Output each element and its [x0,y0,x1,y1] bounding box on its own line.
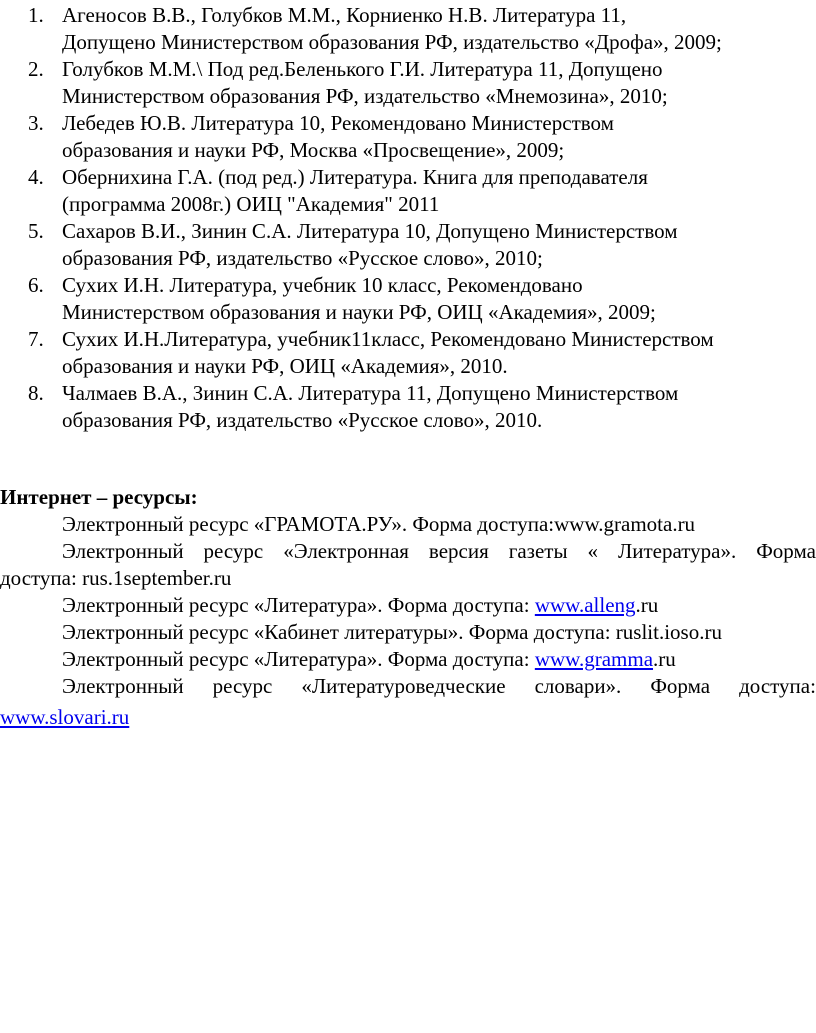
bibliography-list [0,2,816,434]
item-text-line: Сухих И.Н.Литература, учебник11класс, Рекомендовано Министерством [62,327,714,351]
resource-text-suffix: .ru [635,593,659,617]
bibliography-item [0,272,816,326]
item-number: 6. [28,273,44,297]
bibliography-item [0,218,816,272]
word: Литература». [618,539,737,563]
resource-slovari [0,673,816,700]
word: словари». [534,674,622,698]
word: доступа: [739,674,816,698]
item-text-line: Сахаров В.И., Зинин С.А. Литература 10, Допущено Министерством [62,219,678,243]
word: газеты [508,539,568,563]
word: ресурс [203,539,264,563]
item-text-line: Министерством образования и науки РФ, ОИЦ «Академия», 2009; [62,300,656,324]
resource-text: Электронный ресурс «Литература». Форма доступа: [62,593,535,617]
item-text-line: образования РФ, издательство «Русское слово», 2010; [62,246,543,270]
item-number: 8. [28,381,44,405]
resource-gramma [0,646,816,673]
item-text-line: Чалмаев В.А., Зинин С.А. Литература 11, Допущено Министерством [62,381,679,405]
resource-slovari-continuation [0,700,816,735]
item-text-line: Лебедев Ю.В. Литература 10, Рекомендовано Министерством [62,111,614,135]
alleng-link[interactable]: www.alleng [534,593,636,617]
item-text-line: образования и науки РФ, Москва «Просвещение», 2009; [62,138,565,162]
item-text-line: Голубков М.М.\ Под ред.Беленького Г.И. Литература 11, Допущено [62,57,663,81]
resource-ruslit: Электронный ресурс «Кабинет литературы». Форма доступа: ruslit.ioso.ru [62,620,722,644]
item-text-line: образования и науки РФ, ОИЦ «Академия», 2010. [62,354,508,378]
word: Электронный [62,674,184,698]
word: Форма [756,539,816,563]
word: «Электронная [283,539,409,563]
word: Электронный [62,539,184,563]
resource-gramota: Электронный ресурс «ГРАМОТА.РУ». Форма доступа:www.gramota.ru [62,512,696,536]
item-text-line: Обернихина Г.А. (под ред.) Литература. Книга для преподавателя [62,165,648,189]
item-text-line: Сухих И.Н. Литература, учебник 10 класс, Рекомендовано [62,273,583,297]
slovari-link[interactable]: www.slovari.ru [0,705,130,729]
bibliography-item [0,110,816,164]
item-number: 1. [28,3,44,27]
resource-text: Электронный ресурс «Литература». Форма доступа: [62,647,535,671]
internet-resources-heading: Интернет – ресурсы: [0,485,198,509]
internet-resources-list [0,511,816,735]
item-text-line: Допущено Министерством образования РФ, издательство «Дрофа», 2009; [62,30,722,54]
item-text-line: Министерством образования РФ, издательство «Мнемозина», 2010; [62,84,668,108]
word: ресурс [212,674,273,698]
item-number: 3. [28,111,44,135]
word: версия [428,539,489,563]
word: «Литературоведческие [301,674,506,698]
item-text-line: Агеносов В.В., Голубков М.М., Корниенко Н.В. Литература 11, [62,3,627,27]
item-text-line: (программа 2008г.) ОИЦ "Академия" 2011 [62,192,440,216]
word: Форма [650,674,711,698]
item-number: 7. [28,327,44,351]
bibliography-item [0,2,816,56]
bibliography-item [0,326,816,380]
bibliography-item [0,164,816,218]
bibliography-item [0,380,816,434]
bibliography-item [0,56,816,110]
item-text-line: образования РФ, издательство «Русское слово», 2010. [62,408,543,432]
item-number: 2. [28,57,44,81]
gramma-link[interactable]: www.gramma [534,647,654,671]
resource-newspaper-continuation: доступа: rus.1september.ru [0,566,232,590]
item-number: 4. [28,165,44,189]
word: « [587,539,599,563]
resource-text-suffix: .ru [653,647,676,671]
resource-newspaper [0,538,816,565]
resource-alleng [0,592,816,619]
item-number: 5. [28,219,44,243]
